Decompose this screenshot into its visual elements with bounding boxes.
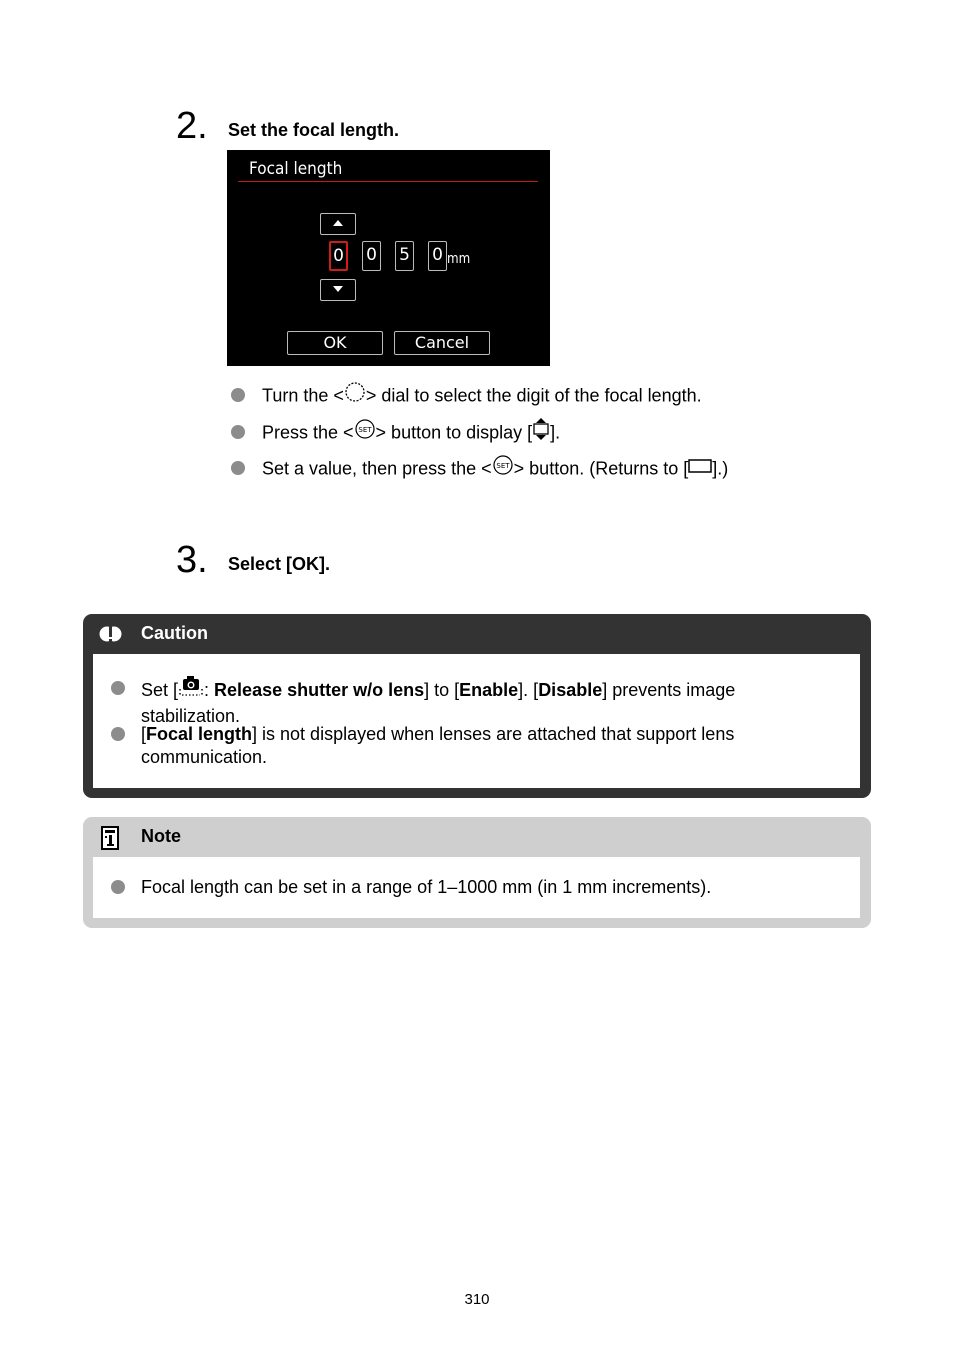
bullet-item: Press the < SET > button to display [ ]. <box>231 420 560 447</box>
digit-hundreds[interactable]: 0 <box>362 241 381 271</box>
up-down-arrows-icon <box>532 418 550 445</box>
up-arrow-icon <box>333 220 343 226</box>
list-item: [Focal length] is not displayed when lenses are attached that support lens communication. <box>111 723 811 769</box>
caution-icon <box>99 623 123 652</box>
caution-body <box>93 654 860 788</box>
step-number: 3. <box>176 539 208 581</box>
bullet-dot <box>231 461 245 475</box>
bullet-dot <box>111 880 125 894</box>
screen-title: Focal length <box>249 159 343 179</box>
title-divider <box>238 181 538 182</box>
note-title: Note <box>141 826 181 846</box>
caution-box <box>83 614 871 798</box>
note-icon <box>101 826 121 855</box>
list-item: Set [ : Release shutter w/o lens] to [Enable]. [Disable] prevents image stabilization. <box>111 677 811 723</box>
list-item: Focal length can be set in a range of 1–1000 mm (in 1 mm increments). <box>111 876 811 899</box>
step-number: 2. <box>176 105 208 147</box>
unit-label: mm <box>447 251 471 267</box>
bullet-dot <box>111 681 125 695</box>
bullet-item: Set a value, then press the < SET > button. (Returns to [ ].) <box>231 456 728 483</box>
digit-tens[interactable]: 5 <box>395 241 414 271</box>
bullet-dot <box>231 425 245 439</box>
svg-text:SET: SET <box>357 426 372 434</box>
shooting-menu-camera-icon <box>178 675 204 703</box>
bullet-dot <box>231 388 245 402</box>
caution-title: Caution <box>141 623 208 643</box>
increment-button[interactable] <box>320 213 356 235</box>
set-button-icon <box>492 454 514 481</box>
caution-header <box>83 614 871 654</box>
ok-button[interactable]: OK <box>287 331 383 355</box>
quick-control-dial-icon <box>344 381 366 408</box>
focal-length-screen <box>227 150 550 366</box>
decrement-button[interactable] <box>320 279 356 301</box>
page-number: 310 <box>464 1291 490 1308</box>
frame-box-icon <box>688 457 712 479</box>
step-title: Select [OK]. <box>228 554 331 574</box>
note-body <box>93 857 860 918</box>
step-title: Set the focal length. <box>228 120 400 140</box>
svg-text:SET: SET <box>496 462 510 470</box>
bullet-item: Turn the < > dial to select the digit of the focal length. <box>231 383 702 410</box>
digit-ones[interactable]: 0 <box>428 241 447 271</box>
note-box <box>83 817 871 928</box>
bullet-dot <box>111 727 125 741</box>
cancel-button[interactable]: Cancel <box>394 331 490 355</box>
set-button-icon <box>354 418 376 445</box>
down-arrow-icon <box>333 286 343 292</box>
digit-thousands[interactable]: 0 <box>329 241 348 271</box>
